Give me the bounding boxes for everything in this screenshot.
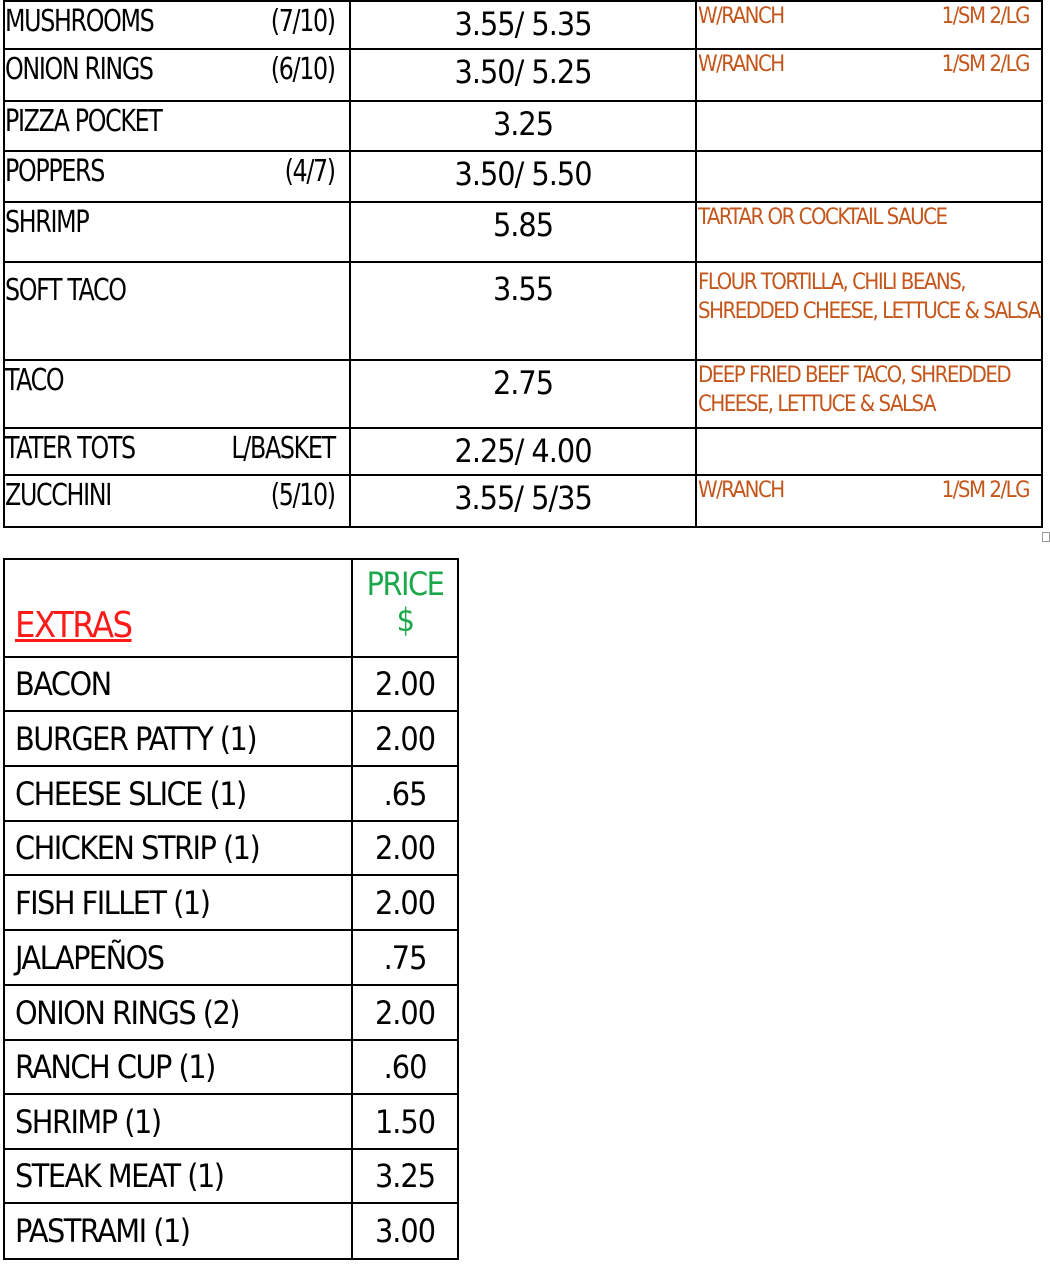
menu-row-poppers (4, 151, 1042, 202)
item-price: 3.50/ 5.25 (454, 53, 592, 91)
menu-row-soft-taco (4, 262, 1042, 360)
item-quantity: (5/10) (270, 478, 335, 513)
extra-price: 1.50 (374, 1102, 436, 1141)
extra-price: .75 (383, 938, 427, 977)
item-quantity: (7/10) (270, 4, 335, 39)
extra-price: .60 (383, 1048, 427, 1086)
item-price: 3.55 (492, 270, 554, 308)
extra-price: .65 (383, 774, 427, 813)
extras-table (3, 558, 459, 1260)
item-price: 2.25/ 4.00 (454, 432, 592, 470)
item-description: FLOUR TORTILLA, CHILI BEANS, SHREDDED CHEESE, LETTUCE & SALSA (698, 270, 1040, 324)
extra-name: PASTRAMI (1) (15, 1212, 190, 1250)
extra-name: CHEESE SLICE (1) (15, 774, 246, 813)
item-name: ONION RINGS (5, 52, 153, 87)
menu-row-mushrooms (4, 1, 1042, 49)
extras-row (4, 821, 458, 875)
item-name: MUSHROOMS (5, 4, 154, 39)
item-quantity: (4/7) (284, 154, 335, 189)
item-price: 3.50/ 5.50 (454, 155, 592, 193)
item-name: PIZZA POCKET (5, 104, 162, 139)
extra-price: 2.00 (374, 883, 436, 922)
extra-name: STEAK MEAT (1) (15, 1157, 224, 1195)
menu-row-shrimp (4, 202, 1042, 262)
extras-row (4, 766, 458, 821)
price-header: PRICE (366, 565, 444, 603)
extra-name: JALAPEÑOS (15, 938, 164, 977)
menu-row-pizza-pocket (4, 101, 1042, 151)
extra-price: 3.00 (374, 1212, 436, 1250)
menu-row-tater-tots (4, 428, 1042, 475)
item-quantity: L/BASKET (231, 431, 335, 466)
menu-row-onion-rings (4, 49, 1042, 101)
menu-row-zucchini (4, 475, 1042, 527)
item-quantity: (6/10) (270, 52, 335, 87)
extras-row (4, 1040, 458, 1094)
extra-name: BACON (15, 665, 111, 703)
extra-price: 3.25 (374, 1157, 436, 1195)
item-name: ZUCCHINI (5, 478, 111, 513)
extras-row (4, 711, 458, 766)
extras-row (4, 930, 458, 985)
item-size-note: 1/SM 2/LG (941, 478, 1029, 503)
item-description: DEEP FRIED BEEF TACO, SHREDDED CHEESE, LETTUCE & SALSA (698, 363, 1011, 417)
item-description: W/RANCH (698, 4, 784, 29)
resize-handle[interactable] (1042, 532, 1050, 542)
menu-table (3, 0, 1043, 528)
extras-row (4, 875, 458, 930)
item-description: TARTAR OR COCKTAIL SAUCE (698, 205, 947, 230)
extras-row (4, 657, 458, 711)
extra-price: 2.00 (374, 993, 436, 1032)
item-name: TATER TOTS (5, 431, 135, 466)
item-price: 3.55/ 5.35 (454, 5, 592, 43)
extra-name: CHICKEN STRIP (1) (15, 829, 260, 867)
dollar-sign: $ (396, 601, 414, 639)
extra-name: BURGER PATTY (1) (15, 719, 257, 758)
extra-name: SHRIMP (1) (15, 1102, 161, 1141)
extra-price: 2.00 (374, 829, 436, 867)
item-price: 3.55/ 5/35 (454, 479, 592, 517)
extra-price: 2.00 (374, 665, 436, 703)
item-price: 3.25 (492, 105, 554, 143)
item-price: 2.75 (492, 364, 554, 402)
extras-row (4, 1094, 458, 1149)
menu-row-taco (4, 360, 1042, 428)
extra-name: FISH FILLET (1) (15, 883, 210, 922)
extras-row (4, 1149, 458, 1203)
extra-name: RANCH CUP (1) (15, 1048, 215, 1086)
extras-header-row (4, 559, 458, 657)
item-name: TACO (5, 363, 64, 398)
item-description: W/RANCH (698, 478, 784, 503)
item-size-note: 1/SM 2/LG (941, 4, 1029, 29)
extra-price: 2.00 (374, 719, 436, 758)
item-name: SOFT TACO (5, 273, 126, 308)
extras-row (4, 1203, 458, 1259)
item-size-note: 1/SM 2/LG (941, 52, 1029, 77)
extras-title: EXTRAS (15, 605, 132, 646)
extras-row (4, 985, 458, 1040)
item-description: W/RANCH (698, 52, 784, 77)
item-name: SHRIMP (5, 205, 89, 240)
item-name: POPPERS (5, 154, 105, 189)
item-price: 5.85 (492, 206, 554, 244)
extra-name: ONION RINGS (2) (15, 993, 240, 1032)
